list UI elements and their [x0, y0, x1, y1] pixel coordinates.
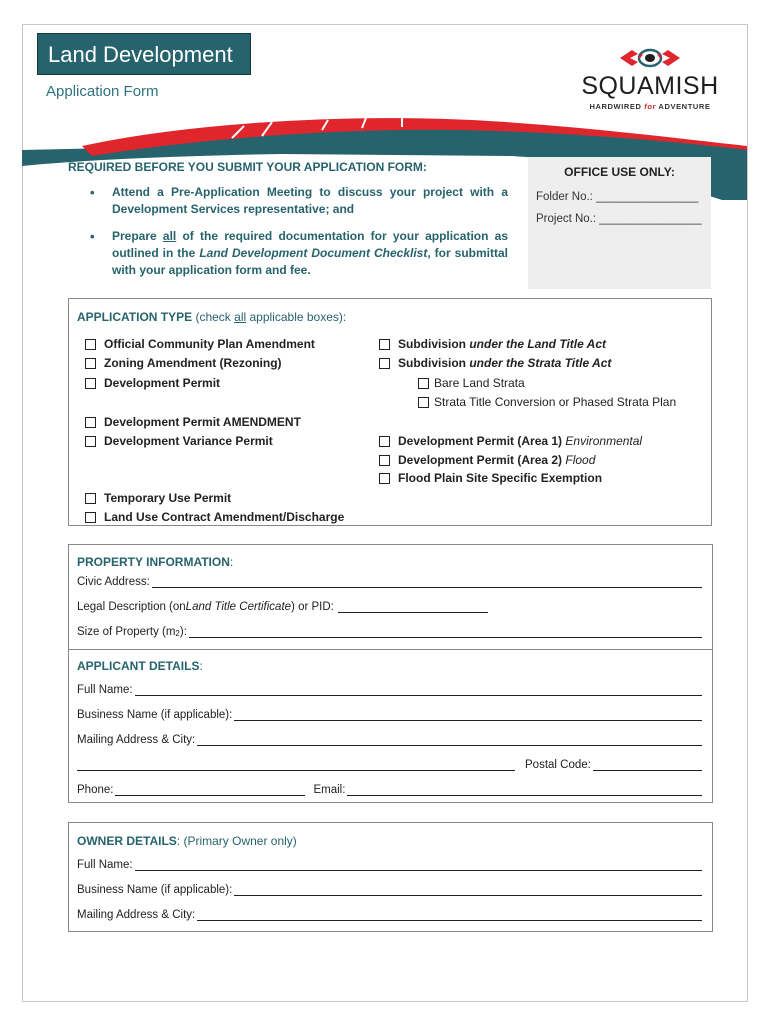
owner-details-heading: OWNER DETAILS: (Primary Owner only) [77, 834, 297, 848]
applicant-business-name-field[interactable]: Business Name (if applicable): [77, 708, 702, 721]
project-number-field[interactable]: Project No.: ________________ [536, 213, 702, 225]
logo-wordmark: SQUAMISH [581, 72, 719, 100]
option-land-use-contract[interactable]: Land Use Contract Amendment/Discharge [85, 510, 344, 524]
checkbox[interactable] [85, 358, 96, 369]
checkbox[interactable] [85, 339, 96, 350]
requirements-title: REQUIRED BEFORE YOU SUBMIT YOUR APPLICATION FORM: [68, 160, 427, 174]
checkbox[interactable] [85, 512, 96, 523]
option-zoning-amendment[interactable]: Zoning Amendment (Rezoning) [85, 356, 282, 370]
office-use-title: OFFICE USE ONLY: [564, 165, 675, 179]
legal-description-field[interactable]: Legal Description (on Land Title Certificate ) or PID: [77, 600, 702, 613]
property-size-field[interactable]: Size of Property (m 2 ): [77, 625, 702, 638]
option-ocp-amendment[interactable]: Official Community Plan Amendment [85, 337, 315, 351]
applicant-mailing-address-field[interactable]: Mailing Address & City: [77, 733, 702, 746]
application-type-heading: APPLICATION TYPE (check all applicable boxes): [77, 310, 347, 324]
owner-business-name-field[interactable]: Business Name (if applicable): [77, 883, 702, 896]
civic-address-field[interactable]: Civic Address: [77, 575, 702, 588]
checkbox[interactable] [379, 339, 390, 350]
checkbox[interactable] [418, 378, 429, 389]
form-title: Land Development [37, 33, 251, 75]
application-type-section [68, 298, 712, 526]
squamish-emblem-icon [618, 46, 682, 70]
checkbox[interactable] [85, 378, 96, 389]
checkbox[interactable] [85, 417, 96, 428]
option-development-variance-permit[interactable]: Development Variance Permit [85, 434, 273, 448]
checkbox[interactable] [85, 436, 96, 447]
section-divider [69, 649, 712, 650]
owner-full-name-field[interactable]: Full Name: [77, 858, 702, 871]
option-strata-conversion[interactable]: Strata Title Conversion or Phased Strata Plan [418, 395, 676, 409]
checkbox[interactable] [418, 397, 429, 408]
option-subdivision-strata-title[interactable]: Subdivision under the Strata Title Act [379, 356, 611, 370]
option-subdivision-land-title[interactable]: Subdivision under the Land Title Act [379, 337, 606, 351]
checkbox[interactable] [379, 358, 390, 369]
checkbox[interactable] [379, 436, 390, 447]
requirements-list [90, 184, 508, 289]
applicant-details-heading: APPLICANT DETAILS: [77, 659, 203, 673]
form-subtitle: Application Form [46, 83, 159, 100]
owner-mailing-address-field[interactable]: Mailing Address & City: [77, 908, 702, 921]
property-applicant-section [68, 544, 713, 803]
option-temporary-use-permit[interactable]: Temporary Use Permit [85, 491, 231, 505]
property-information-heading: PROPERTY INFORMATION: [77, 555, 234, 569]
checkbox[interactable] [379, 455, 390, 466]
applicant-address-postal-row[interactable]: Postal Code: [77, 758, 702, 771]
option-bare-land-strata[interactable]: Bare Land Strata [418, 376, 525, 390]
office-use-box [528, 157, 711, 289]
checkbox[interactable] [85, 493, 96, 504]
option-dp-area-1[interactable]: Development Permit (Area 1) Environmental [379, 434, 642, 448]
requirement-documentation: • Prepare all of the required documentation for your application as outlined in the Land Development Document Checklist, for submittal with your application form and fee. [90, 228, 508, 279]
option-dp-area-2[interactable]: Development Permit (Area 2) Flood [379, 453, 595, 467]
applicant-phone-email-row[interactable]: Phone: Email: [77, 783, 702, 796]
checkbox[interactable] [379, 473, 390, 484]
applicant-full-name-field[interactable]: Full Name: [77, 683, 702, 696]
option-flood-plain-exemption[interactable]: Flood Plain Site Specific Exemption [379, 471, 602, 485]
folder-number-field[interactable]: Folder No.: ________________ [536, 191, 699, 203]
option-development-permit[interactable]: Development Permit [85, 376, 220, 390]
owner-details-section [68, 822, 713, 932]
squamish-logo [578, 46, 722, 111]
requirement-pre-application: • Attend a Pre-Application Meeting to discuss your project with a Development Services representative; and [90, 184, 508, 218]
option-dp-amendment[interactable]: Development Permit AMENDMENT [85, 415, 301, 429]
logo-tagline: HARDWIRED for ADVENTURE [589, 102, 711, 111]
